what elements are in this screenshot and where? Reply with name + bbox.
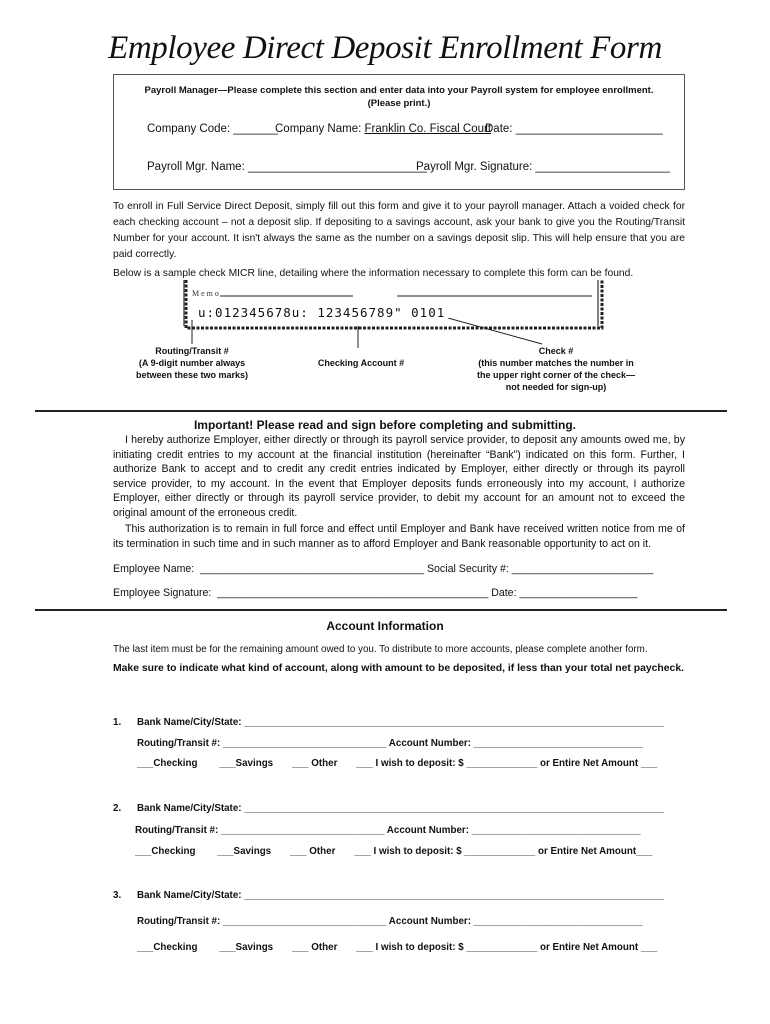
account-type-options[interactable]: ___Checking ___Savings ___ Other ___ I wish to deposit: $ _____________ or Entire Net Amount___ bbox=[135, 846, 653, 857]
payroll-manager-box bbox=[113, 74, 685, 190]
routing-account-field[interactable]: Routing/Transit #: ______________________________ Account Number: _______________________________ bbox=[135, 825, 641, 836]
account-note: The last item must be for the remaining amount owed to you. To distribute to more accounts, please complete another form. bbox=[113, 644, 648, 655]
account-type-options[interactable]: ___Checking ___Savings ___ Other ___ I wish to deposit: $ _____________ or Entire Net Amount ___ bbox=[137, 758, 658, 769]
authorization-paragraph: I hereby authorize Employer, either directly or through its payroll service provider, to deposit any amounts owed me, by initiating credit entries to my account at the financial institution (hereinafter “Bank”) indicated on this form. Further, I authorize Bank to accept and to credit any credit entries indicated by Employer, either directly or through its payroll service provider, to my account. In the event that Employer deposits funds erroneously into my account, I authorize Employer, either directly or through its payroll service provider, to debit my account for an amount not to exceed the original amount of the erroneous credit. bbox=[113, 434, 685, 519]
bank-name-field[interactable]: Bank Name/City/State: _____________________________________________________________________________ bbox=[137, 803, 664, 814]
check-memo-label: Memo bbox=[192, 289, 221, 298]
account-note-bold: Make sure to indicate what kind of account, along with amount to be deposited, if less than your total net paycheck. bbox=[113, 663, 684, 674]
account-info-heading: Account Information bbox=[326, 619, 444, 633]
checking-account-caption: Checking Account # bbox=[317, 358, 405, 368]
sample-intro: Below is a sample check MICR line, detailing where the information necessary to complete this form can be found. bbox=[113, 268, 634, 279]
important-heading: Important! Please read and sign before completing and submitting. bbox=[193, 418, 577, 432]
company-code-field[interactable]: Company Code: _______ bbox=[147, 123, 279, 135]
page-title: Employee Direct Deposit Enrollment Form bbox=[108, 30, 662, 66]
account-item-number: 1. bbox=[113, 717, 122, 728]
date-field[interactable]: Date: _______________________ bbox=[485, 123, 663, 135]
check-number-caption: Check # (this number matches the number in the upper right corner of the check— not needed for sign-up) bbox=[476, 346, 636, 392]
routing-caption: Routing/Transit # (A 9-digit number always between these two marks) bbox=[135, 346, 249, 380]
intro-paragraph: To enroll in Full Service Direct Deposit, simply fill out this form and give it to your payroll manager. Attach a voided check for each checking account – not a deposit slip. If depositing to a savings account, ask your bank to give you the Routing/Transit Number for your account. It isn't always the same as the number on a savings deposit slip. This will help ensure that you are paid correctly. bbox=[113, 201, 685, 260]
routing-account-field[interactable]: Routing/Transit #: ______________________________ Account Number: _______________________________ bbox=[137, 916, 643, 927]
routing-account-field[interactable]: Routing/Transit #: ______________________________ Account Number: _______________________________ bbox=[137, 738, 643, 749]
micr-line: u:012345678u: 123456789" 0101 bbox=[198, 305, 446, 320]
account-item-number: 3. bbox=[113, 890, 122, 901]
employee-name-ssn-field[interactable]: Employee Name: ______________________________________ Social Security #: ________________________ bbox=[113, 563, 654, 575]
company-name-value: Franklin Co. Fiscal Court bbox=[364, 123, 492, 135]
account-type-options[interactable]: ___Checking ___Savings ___ Other ___ I wish to deposit: $ _____________ or Entire Net Amount ___ bbox=[137, 942, 658, 953]
bank-name-field[interactable]: Bank Name/City/State: _____________________________________________________________________________ bbox=[137, 717, 664, 728]
divider bbox=[35, 410, 727, 412]
employee-signature-field[interactable]: Employee Signature: ______________________________________________ Date: ____________________ bbox=[113, 587, 638, 599]
account-item-number: 2. bbox=[113, 803, 122, 814]
bank-name-field[interactable]: Bank Name/City/State: _____________________________________________________________________________ bbox=[137, 890, 664, 901]
payroll-instructions: Payroll Manager—Please complete this section and enter data into your Payroll system for employee enrollment. (Please print.) bbox=[144, 85, 654, 109]
company-name-field[interactable]: Company Name: Franklin Co. Fiscal Court bbox=[275, 123, 492, 135]
divider bbox=[35, 609, 727, 611]
termination-paragraph: This authorization is to remain in full force and effect until Employer and Bank have received written notice from me of its termination in such time and in such manner as to afford Employer and Bank reasonable opportunity to act on it. bbox=[113, 523, 685, 550]
payroll-mgr-name-field[interactable]: Payroll Mgr. Name: ____________________________ bbox=[147, 161, 428, 173]
payroll-mgr-signature-field[interactable]: Payroll Mgr. Signature: _____________________ bbox=[416, 161, 670, 173]
